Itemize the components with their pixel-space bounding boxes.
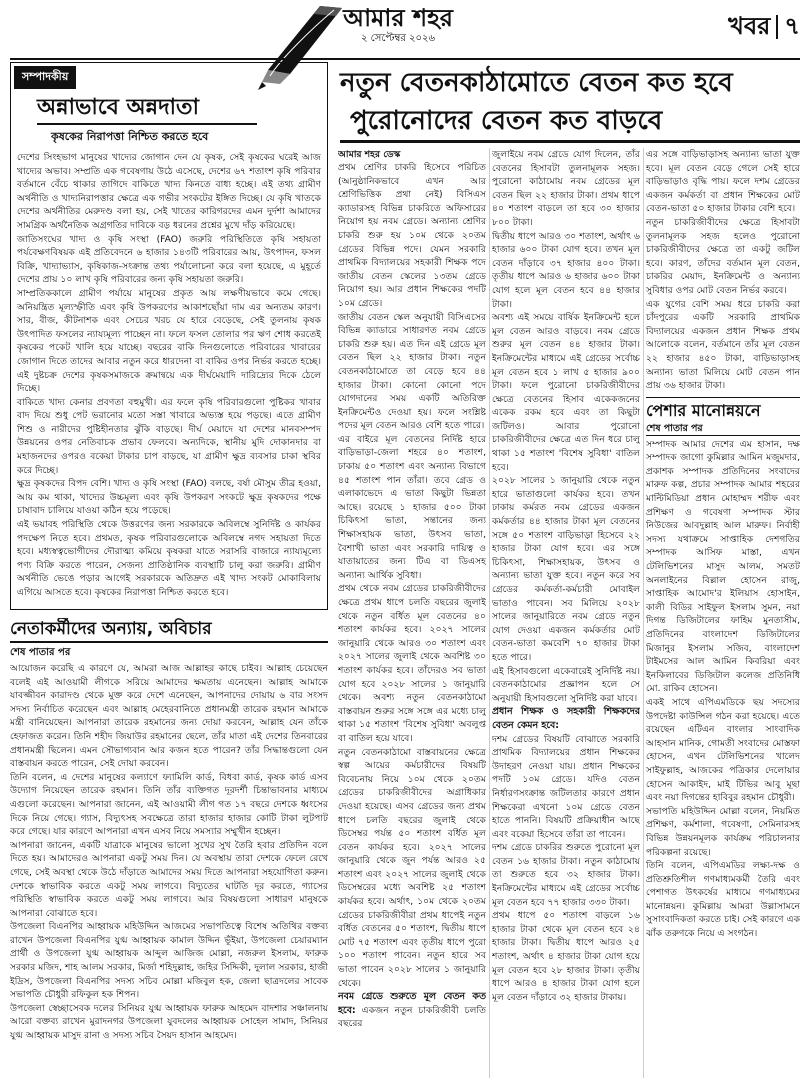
story-text: একজন নতুন চাকরিজীবী চলতি বছরের — [338, 1004, 486, 1030]
main-story-column-2 — [492, 148, 640, 1078]
main-headline — [340, 64, 800, 140]
editorial-title: অন্নাভাবে অন্নদাতা — [37, 95, 257, 125]
story-paragraph: জাতীয় বেতন স্কেল অনুযায়ী বিসিএসের বিভিন্ন ক্যাডারে সাধারণত নবম গ্রেডে চাকরি শুরু হয়। এত দিন এই গ্রেডে মূল বেতন ছিল ২২ হাজার টাকা। নতুন বেতনকাঠামোতে তা বেড়ে হবে ৪৪ হাজার টাকা। কোনো কোনো পদে যোগদানের সময় একটি অতিরিক্ত ইনক্রিমেন্টও দেওয়া হয়। ফলে সংশ্লিষ্ট পদের মূল বেতন আরও বেশি হতে পারে। — [338, 311, 486, 432]
story-paragraph: নতুন চাকরিজীবীদের ক্ষেত্রে হিসাবটা তুলনামূলক সহজ হলেও পুরোনো চাকরিজীবীদের ক্ষেত্রে তা একটু জটিল হবে। কারণ, তাঁদের বর্তমান মূল বেতন, চাকরির মেয়াদ, ইনক্রিমেন্ট ও অন্যান্য সুবিধার ওপর মোট বেতন নির্ভর করবে। — [646, 216, 800, 296]
main-story-column-3 — [646, 148, 800, 1078]
story-paragraph: নতুন বেতনকাঠামো বাস্তবায়নের ক্ষেত্রে স্বল্প আয়ের কর্মচারীদের বিষয়টি বিবেচনায় নিয়ে ১০ম থেকে ২০তম গ্রেডের চাকরিজীবীদের অগ্রাধিকার দেওয়া হয়েছে। এসব গ্রেডের জন্য প্রথম ধাপে চলতি বছরের জুলাই থেকে ডিসেম্বর পর্যন্ত ৫০ শতাংশ বর্ধিত মূল বেতন কার্যকর হবে। ২০২৭ সালের জানুয়ারি থেকে জুন পর্যন্ত আরও ২৫ শতাংশ এবং ২০২৭ সালের জুলাই থেকে ডিসেম্বরের মধ্যে অবশিষ্ট ২৫ শতাংশ কার্যকর হবে। অর্থাৎ, ১০ম থেকে ২০তম গ্রেডের চাকরিজীবীরা প্রথম ধাপেই নতুন বর্ধিত বেতনের ৫০ শতাংশ, দ্বিতীয় ধাপে মোট ৭৫ শতাংশ এবং তৃতীয় ধাপে পুরো ১০০ শতাংশ পাবেন। নতুন হারে সব ভাতা পাবেন ২০২৮ সালের ১ জানুয়ারি থেকে। — [338, 746, 486, 989]
divider — [776, 15, 778, 39]
story-paragraph: প্রথম থেকে নবম গ্রেডের চাকরিজীবীদের ক্ষেত্রে প্রথম ধাপে চলতি বছরের জুলাই থেকে নতুন বর্ধিত মূল বেতনের ৪০ শতাংশ কার্যকর হবে। ২০২৭ সালের জানুয়ারি থেকে আরও ৩০ শতাংশ এবং ২০২৭ সালের জুলাই থেকে অবশিষ্ট ৩০ শতাংশ কার্যকর হবে। তাঁদেরও সব ভাতা যোগ হবে ২০২৮ সালের ১ জানুয়ারি থেকে। অবশ্য নতুন বেতনকাঠামো বাস্তবায়ন শুরুর সঙ্গে সঙ্গে এর মধ্যে চালু থাকা ১৫ শতাংশ 'বিশেষ সুবিধা' অবলুপ্ত বা বাতিল হয়ে যাবে। — [338, 583, 486, 744]
editorial-paragraph: দেশের সিংহভাগ মানুষের খাদ্যের জোগান দেন যে কৃষক, সেই কৃষকের ঘরেই আজ খাদ্যের অভাব। সম্প্রতি এক গবেষণায় উঠে এসেছে, দেশের ৬৭ শতাংশ কৃষি পরিবার বর্তমানে বেঁচে থাকার তাগিদে বাকিতে খাদ্য কিনতে বাধ্য হচ্ছে। এই তথ্য গ্রামীণ অর্থনীতি ও খাদ্যনিরাপত্তার ক্ষেত্রে এক গভীর সংকটের ইঙ্গিত দিচ্ছে। যে কৃষি খাতকে দেশের অর্থনীতির মেরুদণ্ড বলা হয়, সেই খাতের কারিগরদের এমন দুর্দশা আমাদের সামগ্রিক অর্থনৈতিক অগ্রগতির দাবিকে বড় ধরনের প্রশ্নের মুখে দাঁড় করিয়েছে। — [17, 152, 321, 231]
editorial-paragraph: ক্ষুদ্র কৃষকদের বিপদ বেশি। খাদ্য ও কৃষি সংস্থা (FAO) বলছে, বর্ষা মৌসুম তীব্র হওয়া, আয় কম থাকা, খাদ্যের উচ্চমূল্য এবং কৃষি উপকরণ সংকটে ক্ষুদ্র কৃষকদের পক্ষে চাষাবাদ চালিয়ে যাওয়া কঠিন হয়ে পড়েছে। — [17, 478, 321, 517]
story-paragraph: তিনি বলেন, এপিএমডির লক্ষ্য-দক্ষ ও প্রতিশ্রুতিশীল গণমাধ্যমকর্মী তৈরি এবং পেশাগত উৎকর্ষের মাধ্যমে গণমাধ্যমের মানোন্নয়ন। কুমিল্লায় আমরা উল্লাসামনে সুসাংবাদিকতা করতে চাই। সেই কারণে এক ঝাঁক তরুণকে নিয়ে এ সংগঠন। — [646, 860, 800, 940]
story-paragraph: আপনারা জানেন, একটি যাত্রাকে মানুষের ভালো সুখের সুখ তৈরি হবার প্রতিদিন বলে দিতে হয়। আমাদেরও আপনারা একটু সময় দিন। যে অবস্থায় তারা দেশকে ফেলে রেখে গেছে, সেই অবস্থা থেকে উঠে দাঁড়াতে আমাদের সময় দিতে আপনারা সহযোগিতা করুন। দেশকে স্বাভাবিক করতে একটু সময় লাগবে। বিদ্যুতের ঘাটতি দূর করতে, গ্যাসের পরিস্থিতি স্বাভাবিক করতে একটু সময় লাগবে। আর বিষয়গুলো সাধারণ মানুষকে আপনারা বোঝাতে হবে। — [10, 839, 328, 919]
page-header — [0, 0, 810, 52]
column-divider — [643, 148, 644, 1078]
issue-date: ২ সেপ্টেম্বর ২০২৬ — [360, 33, 436, 44]
subhead-paragraph — [338, 990, 486, 1031]
editorial-body — [11, 151, 327, 600]
side-story-kicker: শেষ পাতার পর — [646, 422, 800, 436]
headline-divider — [340, 140, 800, 143]
editorial-box — [10, 62, 328, 610]
story-paragraph: এই হিসাবগুলো একেবারেই সুনির্দিষ্ট নয়। বেতনকাঠামোর প্রজ্ঞাপন হলে সে অনুযায়ী হিসাবগুলো সুনির্দিষ্ট করা যাবে। — [492, 665, 640, 704]
page-number: ৭ — [784, 12, 800, 40]
story-paragraph: প্রথম শ্রেণির চাকরি হিসেবে পরিচিত (আনুষ্ঠানিকভাবে এখন আর শ্রেণিভিত্তিক প্রথা নেই) বিসিএস ক্যাডারসহ বিভিন্ন চাকরিতে অফিসারের নিয়োগ হয় নবম গ্রেডে। অন্যান্য শ্রেণির চাকরি শুরু হয় ১০ম থেকে ২০তম গ্রেডের বিভিন্ন পদে। যেমন সরকারি প্রাথমিক বিদ্যালয়ের সহকারী শিক্ষক পদে জাতীয় বেতন স্কেলের ১৩তম গ্রেডে নিয়োগ হয়। আর প্রধান শিক্ষকের পদটি ১০ম গ্রেডে। — [338, 162, 486, 309]
story-paragraph: ২০২৮ সালের ১ জানুয়ারি থেকে নতুন হারে ভাতাগুলো কার্যকর হবে। তখন ঢাকায় কর্মরত নবম গ্রেডের একজন কর্মকর্তার ৪৪ হাজার টাকা মূল বেতনের সঙ্গে ৫০ শতাংশ বাড়িভাড়া হিসেবে ২২ হাজার টাকা যোগ হবে। এর সঙ্গে চিকিৎসা, শিক্ষাসহায়ক, উৎসব ও অন্যান্য ভাতা যুক্ত হবে। নতুন করে সব গ্রেডের কর্মকর্তা-কর্মচারী মোবাইল ভাতাও পাবেন। সব মিলিয়ে ২০২৮ সালের জানুয়ারিতে নবম গ্রেডে নতুন যোগ দেওয়া একজন কর্মকর্তার মোট বেতন-ভাতা কমবেশি ৭০ হাজার টাকা হতে পারে। — [492, 475, 640, 663]
secondary-body — [10, 662, 328, 1043]
editorial-tag: সম্পাদকীয় — [14, 66, 76, 89]
main-story-column-1 — [338, 148, 486, 1078]
story-paragraph: এক যুগের বেশি সময় ধরে চাকরি করা চাঁদপুরের একটি সরকারি প্রাথমিক বিদ্যালয়ের একজন প্রধান শিক্ষক প্রথম আলোকে বলেন, বর্তমানে তাঁর মূল বেতন ২২ হাজার ৪৫০ টাকা, বাড়িভাড়াসহ অন্যান্য ভাতা মিলিয়ে মোট বেতন পান প্রায় ৩৬ হাজার টাকা। — [646, 298, 800, 392]
main-headline-line2: পুরোনোদের বেতন কত বাড়বে — [350, 106, 663, 136]
subhead: প্রধান শিক্ষক ও সহকারী শিক্ষকদের বেতন কেমন হবে: — [492, 706, 640, 731]
editorial-subtitle: কৃষকের নিরাপত্তা নিশ্চিত করতে হবে — [51, 130, 209, 143]
newspaper-name: আমার শহর — [343, 4, 453, 32]
subhead: নবম গ্রেডে শুরুতে মূল বেতন কত হবে: — [338, 991, 486, 1016]
headline-rule — [10, 641, 328, 643]
story-paragraph: উপজেলা স্বেচ্ছাসেবক দলের সিনিয়র যুগ্ম আহ্বায়ক ফারুক আহমেদ বাদশার সঞ্চালনায় আরো বক্তব্য রাখেন মুরাদনগর উপজেলা যুবদলের আহ্বায়ক সোহেল সামাদ, সিনিয়র যুগ্ম আহ্বায়ক মাসুদ রানা ও সদস্য সচিব সৈয়দ হাসান আহমেদ। — [10, 1002, 328, 1042]
editorial-paragraph: এই ভয়াবহ পরিস্থিতি থেকে উত্তরণের জন্য সরকারকে অবিলম্বে সুনির্দিষ্ট ও কার্যকর পদক্ষেপ নিতে হবে। প্রথমত, কৃষক পরিবারগুলোকে অবিলম্বে নগদ সহায়তা দিতে হবে। মধ্যস্বত্বভোগীদের দৌরাত্ম্য কমিয়ে কৃষকরা যাতে সরাসরি বাজারে ন্যায্যমূল্যে পণ্য বিক্রি করতে পারেন, সেজন্য প্রাতিষ্ঠানিক ব্যবস্থাটি চালু করা জরুরি। গ্রামীণ অর্থনীতি ভেঙে পড়ার আগেই সরকারকে অতিদ্রুত এই খাদ্য সংকট মোকাবিলায় এগিয়ে আসতে হবে। কৃষকের নিরাপত্তা নিশ্চিত করতে হবে। — [17, 519, 321, 598]
section-name: খবর — [728, 12, 771, 40]
column-divider — [489, 148, 490, 1078]
story-paragraph: দশম গ্রেডে চাকরির শুরুতে পুরোনো মূল বেতন ১৬ হাজার টাকা। নতুন কাঠামোয় তা শুরুতে হবে ৩২ হাজার টাকা। ইনক্রিমেন্টের মাধ্যমে এই গ্রেডের সর্বোচ্চ মূল বেতন হবে ৭৭ হাজার ৩৩০ টাকা। — [492, 842, 640, 908]
story-paragraph: প্রথম ধাপে ৫০ শতাংশ বাড়লে ১৬ হাজার টাকা থেকে মূল বেতন হবে ২৪ হাজার টাকা। দ্বিতীয় ধাপে আরও ২৫ শতাংশ, অর্থাৎ ৪ হাজার টাকা যোগ হয়ে মূল বেতন হবে ২৮ হাজার টাকা। তৃতীয় ধাপে আরও ৪ হাজার টাকা যোগ হলে মূল বেতন দাঁড়াবে ৩২ হাজার টাকায়। — [492, 910, 640, 1003]
editorial-paragraph: বাকিতে খাদ্য কেনার প্রবণতা বহুমুখী। এর ফলে কৃষি পরিবারগুলো পুষ্টিকর খাবার বাদ দিয়ে শুধু পেট ভরানোর মতো সস্তা খাবারে অভ্যস্ত হয়ে পড়ছে। এতে গ্রামীণ শিশু ও নারীদের পুষ্টিহীনতার ঝুঁকি বাড়ছে। দীর্ঘ মেয়াদে যা দেশের মানবসম্পদ উন্নয়নের ওপর নেতিবাচক প্রভাব ফেলবে। অন্যদিকে, স্থানীয় মুদি দোকানদার বা মহাজনদের ওপরও বকেয়া টাকার চাপ বাড়ছে, যা গ্রামীণ ক্ষুদ্র ব্যবসার চাকা স্থবির করে দিচ্ছে। — [17, 396, 321, 476]
secondary-story — [10, 618, 328, 1078]
secondary-headline: নেতাকর্মীদের অন্যায়, অবিচার — [10, 619, 212, 639]
story-paragraph: উপজেলা বিএনপির আহ্বায়ক মহিউদ্দিন আজমের সভাপতিত্বে বিশেষ অতিথির বক্তব্য রাখেন উপজেলা বিএনপির যুগ্ম আহ্বায়ক কামাল উদ্দিন ভূঁইয়া, উপজেলা চেয়ারম্যান প্রার্থী ও উপজেলা যুগ্ম আহ্বায়ক আব্দুল আজিজ মোল্লা, নজরুল ইসলাম, ফারুক সরকার মজিদ, শাহ আলম সরকার, মির্জা শহিদুল্লাহ, জহির সিদ্দিকী, দুলাল সরকার, হাজী ইদ্রিস, উপজেলা বিএনপির সদস্য সচিব মোল্লা মজিবুল হক, জেলা ছাত্রদলের সাবেক সভাপতি চৌধুরী রফিকুল হক শিপন। — [10, 921, 328, 1001]
story-paragraph: এর সঙ্গে বাড়িভাড়াসহ অন্যান্য ভাতা যুক্ত হবে। মূল বেতন বেড়ে গেলে সেই হারে বাড়িভাড়াও বৃদ্ধি পায়। ফলে দশম গ্রেডের একজন কর্মকর্তা বা প্রধান শিক্ষকের মোট বেতন-ভাতা ৫০ হাজার টাকার বেশি হবে। — [646, 149, 800, 215]
story-paragraph: একই সাথে এপিএমডিকে ছয় সদস্যের উপদেষ্টা কাউন্সিল গঠন করা হয়েছে। এতে রয়েছেন এটিএন বাংলার সাংবাদিক আহসান মানিক, গোমতী সংবাদের মোস্তফা হোসেন, এখন টেলিভিশনের খালেদ সাইফুল্লাহ, আজকের পত্রিকার দেলোয়ার হোসেন আকাইদ, মাই টিভির আবু মূছা এবং নয়া দিগন্তের হাবিবুর রহমান চৌধুরী। — [646, 696, 800, 804]
side-story-headline: পেশার মানোন্নয়নে — [646, 397, 800, 422]
main-headline-line1: নতুন বেতনকাঠামোতে বেতন কত হবে — [340, 68, 733, 98]
story-paragraph: আয়োজন করেছি এ কারণে যে, আমরা আজ আল্লাহর কাছে চাইব। আল্লাহ চেয়েছেন বলেই এই আওয়ামী লীগকে সরিয়ে আমাদের ক্ষমতায় এনেছেন। আল্লাহ আমাকে যাবজ্জীবন কারাদণ্ড থেকে মুক্ত করে দেশে এনেছেন, আপনাদের দোয়ায় ৬ বার সংসদ সদস্য নির্বাচিত করেছেন এবং আল্লাহ মেহেরবানিতে প্রধানমন্ত্রী তারেক রহমান আমাকে মন্ত্রী বানিয়েছেন। আপনারা তারেক রহমানের জন্য দোয়া করবেন, আল্লাহ যেন তাঁকে হেফাজত করেন। তিনি শহীদ জিয়াউর রহমানের ছেলে, তাঁর মাতা এই দেশের তিনবারের প্রধানমন্ত্রী ছিলেন। এমন সৌভাগ্যবান আর কজন হতে পারেন? তাঁর সিদ্ধান্তগুলো যেন বাস্তবায়ন করতে পারেন, সেই দোয়া করবেন। — [10, 663, 328, 770]
story-paragraph: সভাপতি মহিউদ্দিন মোল্লা বলেন, নিয়মিত প্রশিক্ষণ, কর্মশালা, গবেষণা, সেমিনারসহ বিভিন্ন উন্নয়নমূলক কার্যক্রম পরিচালনার পরিকল্পনা রয়েছে। — [646, 805, 800, 858]
header-rule — [10, 58, 800, 60]
story-paragraph: সম্পাদক আমার দেশের এম হাসান, দক্ষ সম্পাদক জাগো কুমিল্লার আমিন মজুমদার, প্রকাশক সম্পাদক প্রতিদিনের সংবাদের মারুফ কল্প, প্রচার সম্পাদক আমার শহরের মাল্টিমিডিয়া প্রধান মোহাম্মদ শরীফ এবং প্রশিক্ষণ ও গবেষণা সম্পাদক স্টার নিউজের আবদুল্লাহ আল মারুফ। নির্বাহী সদস্য যথাক্রমে সাপ্তাহিক দেশগতির সম্পাদক আসিফ মাস্তা, এখন টেলিভিশনের মাসুদ আলম, সমতট অনলাইনের বিল্লাল হোসেন রাজু, সাপ্তাহিক আমোদ'র ইলিয়াস হোসাইন, কালী বিডির সাইফুল ইসলাম সুমন, নয়া দিগন্ত ডিজিটালের ফাহিম মুনতাসীম, প্রতিদিনের বাংলাদেশ ডিজিটালের মিজানুর ইসলাম সজিব, বাংলাদেশ টাইমসের আল আমিন কিবরিয়া এবং ইনকিলাবের ডিজিটাল কলেজ প্রতিনিধি মো. রাকিব হোসেন। — [646, 438, 800, 695]
section-page-label — [728, 10, 800, 42]
story-paragraph: তিনি বলেন, এ দেশের মানুষের কল্যাণে ফ্যামিলি কার্ড, বিধবা কার্ড, কৃষক কার্ড এসব উদ্যোগ নিয়েছেন তারেক রহমান। তিনি তাঁর ব্যক্তিগত দূরদর্শী চিন্তাভাবনার মাধ্যমে এগুলো করেছেন। আপনারা জানেন, এই আওয়ামী লীগ গত ১৭ বছরে দেশকে ধ্বংসের দিকে নিয়ে গেছে। গ্যাস, বিদ্যুৎসহ সবক্ষেত্রে তারা হাজার হাজার কোটি টাকা লুটপাট করে গেছে। যার কারণে আপনারা এখন এসব নিয়ে সমস্যার সম্মুখীন হচ্ছেন। — [10, 771, 328, 838]
story-paragraph: দ্বিতীয় ধাপে আরও ৩০ শতাংশ, অর্থাৎ ৬ হাজার ৬০০ টাকা যোগ হবে। তখন মূল বেতন দাঁড়াবে ৩৭ হাজার ৪০০ টাকা। তৃতীয় ধাপে আরও ৬ হাজার ৬০০ টাকা যোগ হলে মূল বেতন হবে ৪৪ হাজার টাকা। — [492, 230, 640, 310]
story-paragraph: দশম গ্রেডের বিষয়টি বোঝাতে সরকারি প্রাথমিক বিদ্যালয়ের প্রধান শিক্ষকের উদাহরণ নেওয়া যায়। প্রধান শিক্ষকের পদটি ১০ম গ্রেডে। যদিও বেতন নির্ধারণসংক্রান্ত জটিলতার কারণে প্রধান শিক্ষকেরা এখনো ১০ম গ্রেডে বেতন হাতে পাননি। বিষয়টি প্রক্রিয়াধীন আছে এবং বকেয়া হিসেবে তাঁরা তা পাবেন। — [492, 733, 640, 840]
editorial-paragraph: জাতিসংঘের খাদ্য ও কৃষি সংস্থা (FAO) জরুরি পরিস্থিতিতে কৃষি সহায়তা পর্যবেক্ষণবিষয়ক এই প্রতিবেদনে ৬ হাজার ১৪৩টি পরিবারের আয়, উৎপাদন, ফসল বিক্রি, খাদ্যাভ্যাস, কৃষিকাজ-সংক্রান্ত তথ্য পর্যালোচনা করে বলা হয়েছে, এ মুহূর্তে দেশের প্রায় ১০ লাখ কৃষি পরিবারের জন্য কৃষি সহায়তা জরুরি। — [17, 233, 321, 286]
editorial-paragraph: সাম্প্রতিককালে গ্রামীণ পর্যায়ে মানুষের প্রকৃত আয় লক্ষণীয়ভাবে কমে গেছে। অনিয়ন্ত্রিত মূল্যস্ফীতি এবং কৃষি উপকরণের আকাশছোঁয়া দাম এর অন্যতম কারণ। সার, বীজ, কীটনাশক এবং সেচের খরচ যে হারে বেড়েছে, সেই তুলনায় কৃষক উৎপাদিত ফসলের ন্যায্যমূল্য পাচ্ছেন না। ফলে ফসল তোলার পর ঋণ শোধ করতেই কৃষকের পকেট খালি হয়ে যাচ্ছে। বছরের বাকি দিনগুলোতে পরিবারের খাবারের জোগান দিতে তাদের আবার নতুন করে ধারদেনা বা বাকির ওপর নির্ভর করতে হচ্ছে। এই দুষ্টচক্র দেশের কৃষকসমাজকে ক্রমান্বয়ে এক দীর্ঘমেয়াদি দারিদ্র্যের দিকে ঠেলে দিচ্ছে। — [17, 287, 321, 395]
story-paragraph: এর বাইরে মূল বেতনের নির্দিষ্ট হারে বাড়িভাড়া-জেলা শহরে ৪০ শতাংশ, ঢাকায় ৫০ শতাংশ এবং অন্যান্য বিভাগে ৪৫ শতাংশ পান তাঁরা। তবে গ্রেড ও এলাকাভেদে এ ভাতা কিছুটা ভিন্নতা আছে। রয়েছে ১ হাজার ৫০০ টাকা চিকিৎসা ভাতা, সন্তানের জন্য শিক্ষাসহায়ক ভাতা, উৎসব ভাতা, বৈশাখী ভাতা এবং সরকারি দায়িত্ব ও যাতায়াতের জন্য টিএ বা ডিএসহ অন্যান্য আর্থিক সুবিধা। — [338, 433, 486, 581]
byline: আমার শহর ডেস্ক — [338, 149, 401, 160]
story-paragraph: অবশ্য এই সময়ে বার্ষিক ইনক্রিমেন্ট হলে মূল বেতন আরও বাড়বে। নবম গ্রেডে শুরুর মূল বেতন ৪৪ হাজার টাকা। ইনক্রিমেন্টের মাধ্যমে এই গ্রেডের সর্বোচ্চ মূল বেতন হবে ১ লাখ ৫ হাজার ৯০০ টাকা। ফলে পুরোনো চাকরিজীবীদের ক্ষেত্রে বেতনের হিসাব একেকজনের একেক রকম হবে এবং তা কিছুটা জটিলও। আবার পুরোনো চাকরিজীবীদের ক্ষেত্রে এত দিন ধরে চালু থাকা ১৫ শতাংশ 'বিশেষ সুবিধা' বাতিল হবে। — [492, 312, 640, 473]
story-paragraph: জুলাইয়ে নবম গ্রেডে যোগ দিলেন, তাঁর বেতনের হিসাবটা তুলনামূলক সহজ। পুরোনো কাঠামোয় নবম গ্রেডের মূল বেতন ছিল ২২ হাজার টাকা। প্রথম ধাপে ৪০ শতাংশ বাড়লে তা হবে ৩০ হাজার ৮০০ টাকা। — [492, 149, 640, 228]
masthead — [338, 4, 458, 46]
continued-kicker: শেষ পাতার পর — [10, 647, 71, 658]
